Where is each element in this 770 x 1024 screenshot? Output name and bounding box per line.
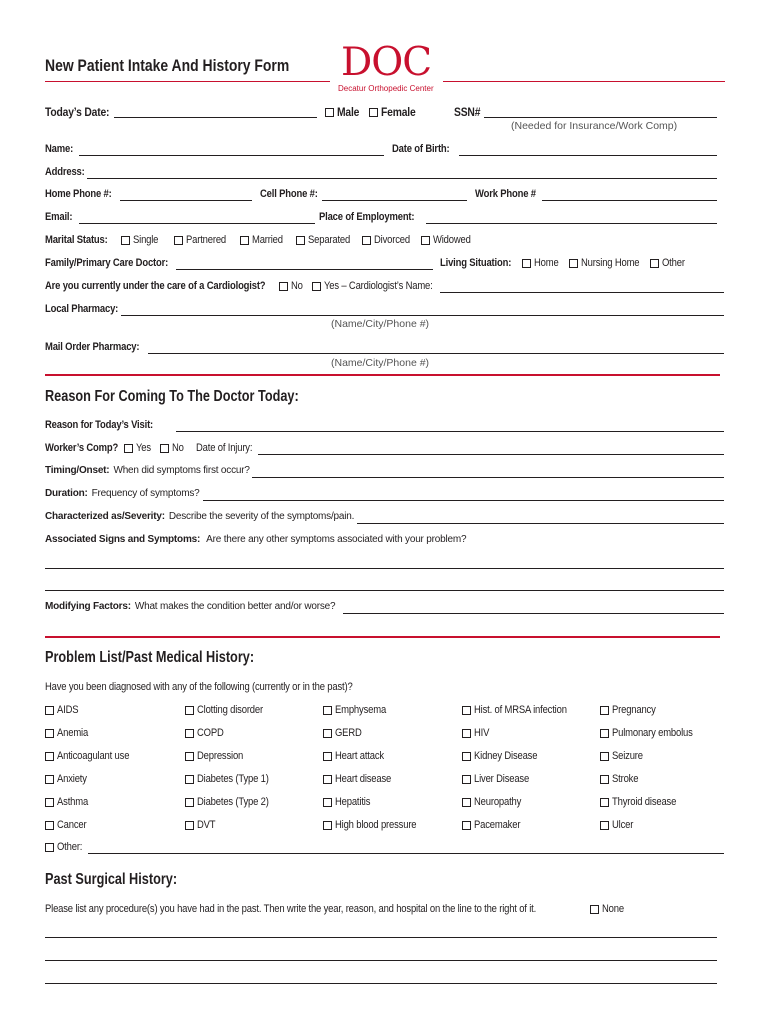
visit-reason-field[interactable] bbox=[176, 431, 724, 432]
checkbox-icon[interactable] bbox=[45, 775, 54, 784]
checkbox-icon[interactable] bbox=[279, 282, 288, 291]
cell-phone-field[interactable] bbox=[322, 200, 467, 201]
condition-kidney-disease-checkbox[interactable] bbox=[462, 750, 548, 762]
condition-high-blood-pressure-checkbox[interactable] bbox=[323, 819, 430, 831]
condition-ulcer-checkbox[interactable] bbox=[600, 819, 637, 831]
name-field[interactable] bbox=[79, 155, 384, 156]
checkbox-icon[interactable] bbox=[185, 706, 194, 715]
condition-asthma-checkbox[interactable] bbox=[45, 796, 93, 808]
checkbox-icon[interactable] bbox=[600, 821, 609, 830]
ssn-label: SSN# bbox=[454, 105, 481, 119]
local-pharmacy-label: Local Pharmacy: bbox=[45, 303, 119, 315]
condition-thyroid-disease-checkbox[interactable] bbox=[600, 796, 687, 808]
condition-dvt-checkbox[interactable] bbox=[185, 819, 218, 831]
condition-label: Anxiety bbox=[57, 773, 87, 785]
dob-field[interactable] bbox=[459, 155, 717, 156]
header-rule-left bbox=[45, 81, 330, 82]
modifying-question: What makes the condition better and/or worse? bbox=[134, 601, 336, 612]
condition-diabetes-type-2-checkbox[interactable] bbox=[185, 796, 280, 808]
cardiologist-yes-checkbox[interactable]: Yes – Cardiologist’s Name: bbox=[312, 280, 450, 292]
checkbox-icon[interactable] bbox=[240, 236, 249, 245]
condition-label: Pulmonary embolus bbox=[612, 727, 693, 739]
cardiologist-no-checkbox[interactable]: No bbox=[279, 280, 305, 292]
workers-comp-yes-checkbox[interactable]: Yes bbox=[124, 442, 153, 454]
work-phone-field[interactable] bbox=[542, 200, 717, 201]
condition-pulmonary-embolus-checkbox[interactable] bbox=[600, 727, 706, 739]
condition-label: Emphysema bbox=[335, 704, 387, 716]
condition-cancer-checkbox[interactable] bbox=[45, 819, 91, 831]
condition-label: Diabetes (Type 2) bbox=[197, 796, 269, 808]
surgical-none-checkbox[interactable]: None bbox=[590, 903, 628, 915]
local-pharmacy-field[interactable] bbox=[121, 315, 724, 316]
severity-field[interactable] bbox=[357, 523, 724, 524]
surgical-instructions: Please list any procedure(s) you have had in the past. Then write the year, reason, and hospital on the line to the right of it. bbox=[45, 903, 537, 915]
name-label: Name: bbox=[45, 143, 74, 155]
condition-diabetes-type-1-checkbox[interactable] bbox=[185, 773, 280, 785]
cell-phone-label: Cell Phone #: bbox=[260, 188, 318, 200]
condition-aids-checkbox[interactable] bbox=[45, 704, 82, 716]
cardiologist-name-field[interactable] bbox=[440, 292, 724, 293]
condition-anxiety-checkbox[interactable] bbox=[45, 773, 92, 785]
condition-label: Pregnancy bbox=[612, 704, 656, 716]
home-phone-field[interactable] bbox=[120, 200, 252, 201]
male-checkbox[interactable]: Male bbox=[325, 105, 363, 119]
checkbox-icon[interactable] bbox=[462, 821, 471, 830]
checkbox-icon[interactable] bbox=[369, 108, 378, 117]
condition-label: Liver Disease bbox=[474, 773, 530, 785]
severity-row bbox=[45, 511, 354, 522]
checkbox-icon[interactable] bbox=[124, 444, 133, 453]
condition-label: Heart attack bbox=[335, 750, 384, 762]
workers-comp-label: Worker’s Comp? bbox=[45, 442, 119, 454]
condition-label: Neuropathy bbox=[474, 796, 522, 808]
todays-date-label: Today’s Date: bbox=[45, 105, 110, 119]
condition-label: Diabetes (Type 1) bbox=[197, 773, 269, 785]
workers-comp-no-checkbox[interactable]: No bbox=[160, 442, 186, 454]
checkbox-icon[interactable] bbox=[600, 706, 609, 715]
condition-label: HIV bbox=[474, 727, 490, 739]
female-checkbox[interactable]: Female bbox=[369, 105, 421, 119]
surgical-line-1[interactable] bbox=[45, 937, 717, 938]
checkbox-icon[interactable] bbox=[650, 259, 659, 268]
checkbox-icon[interactable] bbox=[45, 752, 54, 761]
condition-copd-checkbox[interactable] bbox=[185, 727, 228, 739]
checkbox-icon[interactable] bbox=[185, 729, 194, 738]
checkbox-icon[interactable] bbox=[45, 706, 54, 715]
checkbox-icon[interactable] bbox=[160, 444, 169, 453]
marital-separated-checkbox[interactable]: Separated bbox=[296, 234, 357, 246]
condition-stroke-checkbox[interactable] bbox=[600, 773, 643, 785]
reason-section-title: Reason For Coming To The Doctor Today: bbox=[45, 388, 299, 405]
timing-row bbox=[45, 465, 250, 476]
local-pharmacy-hint: (Name/City/Phone #) bbox=[331, 318, 430, 330]
checkbox-icon[interactable] bbox=[296, 236, 305, 245]
marital-married-checkbox[interactable]: Married bbox=[240, 234, 288, 246]
surgical-section-title: Past Surgical History: bbox=[45, 871, 178, 888]
condition-label: COPD bbox=[197, 727, 224, 739]
condition-label: Pacemaker bbox=[474, 819, 521, 831]
condition-label: Anemia bbox=[57, 727, 89, 739]
condition-other-checkbox[interactable]: Other: bbox=[45, 841, 86, 853]
primary-doctor-field[interactable] bbox=[176, 269, 433, 270]
history-section-title: Problem List/Past Medical History: bbox=[45, 649, 255, 666]
duration-label: Duration: bbox=[45, 488, 88, 499]
modifying-label: Modifying Factors: bbox=[45, 601, 131, 612]
checkbox-icon[interactable] bbox=[323, 706, 332, 715]
condition-label: DVT bbox=[197, 819, 216, 831]
checkbox-icon[interactable] bbox=[45, 821, 54, 830]
checkbox-icon[interactable] bbox=[185, 752, 194, 761]
condition-anemia-checkbox[interactable] bbox=[45, 727, 93, 739]
dob-label: Date of Birth: bbox=[392, 143, 450, 155]
condition-other-field[interactable] bbox=[88, 853, 724, 854]
condition-label: Stroke bbox=[612, 773, 639, 785]
condition-label: Kidney Disease bbox=[474, 750, 538, 762]
associated-field-line-2[interactable] bbox=[45, 590, 724, 591]
email-label: Email: bbox=[45, 211, 73, 223]
logo-letters: DOC bbox=[340, 40, 432, 85]
timing-label: Timing/Onset: bbox=[45, 465, 110, 476]
checkbox-icon[interactable] bbox=[462, 729, 471, 738]
condition-label: High blood pressure bbox=[335, 819, 417, 831]
todays-date-field[interactable] bbox=[114, 117, 317, 118]
condition-label: Thyroid disease bbox=[612, 796, 677, 808]
duration-question: Frequency of symptoms? bbox=[91, 488, 200, 499]
modifying-row bbox=[45, 601, 335, 612]
checkbox-icon[interactable] bbox=[323, 729, 332, 738]
mail-pharmacy-field[interactable] bbox=[148, 353, 724, 354]
living-situation-label: Living Situation: bbox=[440, 257, 512, 269]
marital-divorced-checkbox[interactable]: Divorced bbox=[362, 234, 416, 246]
condition-clotting-disorder-checkbox[interactable] bbox=[185, 704, 274, 716]
doc-logo bbox=[336, 40, 436, 85]
checkbox-icon[interactable] bbox=[600, 752, 609, 761]
condition-gerd-checkbox[interactable] bbox=[323, 727, 366, 739]
checkbox-icon[interactable] bbox=[600, 798, 609, 807]
condition-neuropathy-checkbox[interactable] bbox=[462, 796, 529, 808]
address-field[interactable] bbox=[87, 178, 717, 179]
condition-label: AIDS bbox=[57, 704, 79, 716]
checkbox-icon[interactable] bbox=[174, 236, 183, 245]
condition-label: Seizure bbox=[612, 750, 643, 762]
associated-question: Are there any other symptoms associated with your problem? bbox=[206, 534, 467, 545]
severity-question: Describe the severity of the symptoms/pain. bbox=[168, 511, 355, 522]
condition-label: GERD bbox=[335, 727, 362, 739]
marital-status-label: Marital Status: bbox=[45, 234, 108, 246]
condition-hepatitis-checkbox[interactable] bbox=[323, 796, 376, 808]
condition-emphysema-checkbox[interactable] bbox=[323, 704, 394, 716]
checkbox-icon[interactable] bbox=[462, 798, 471, 807]
timing-field[interactable] bbox=[252, 477, 724, 478]
checkbox-icon[interactable] bbox=[323, 752, 332, 761]
mail-pharmacy-hint: (Name/City/Phone #) bbox=[331, 357, 430, 369]
condition-label: Ulcer bbox=[612, 819, 634, 831]
marital-widowed-checkbox[interactable]: Widowed bbox=[421, 234, 477, 246]
logo-subtitle: Decatur Orthopedic Center bbox=[338, 84, 434, 93]
address-label: Address: bbox=[45, 166, 85, 178]
condition-heart-attack-checkbox[interactable] bbox=[323, 750, 392, 762]
condition-label: Hepatitis bbox=[335, 796, 371, 808]
condition-heart-disease-checkbox[interactable] bbox=[323, 773, 400, 785]
associated-field-line-1[interactable] bbox=[45, 568, 724, 569]
checkbox-icon[interactable] bbox=[569, 259, 578, 268]
modifying-field[interactable] bbox=[343, 613, 724, 614]
checkbox-icon[interactable] bbox=[185, 775, 194, 784]
condition-pacemaker-checkbox[interactable] bbox=[462, 819, 528, 831]
condition-label: Cancer bbox=[57, 819, 87, 831]
home-phone-label: Home Phone #: bbox=[45, 188, 112, 200]
living-nursing-home-checkbox[interactable]: Nursing Home bbox=[569, 257, 649, 269]
condition-label: Depression bbox=[197, 750, 244, 762]
checkbox-icon[interactable] bbox=[323, 775, 332, 784]
condition-label: Asthma bbox=[57, 796, 89, 808]
section-divider bbox=[45, 374, 720, 376]
mail-pharmacy-label: Mail Order Pharmacy: bbox=[45, 341, 140, 353]
condition-seizure-checkbox[interactable] bbox=[600, 750, 648, 762]
email-field[interactable] bbox=[79, 223, 315, 224]
living-other-checkbox[interactable]: Other bbox=[650, 257, 689, 269]
checkbox-icon[interactable] bbox=[600, 775, 609, 784]
checkbox-icon[interactable] bbox=[325, 108, 334, 117]
condition-hiv-checkbox[interactable] bbox=[462, 727, 492, 739]
form-title: New Patient Intake And History Form bbox=[45, 56, 290, 75]
checkbox-icon[interactable] bbox=[462, 706, 471, 715]
checkbox-icon[interactable] bbox=[362, 236, 371, 245]
checkbox-icon[interactable] bbox=[185, 798, 194, 807]
work-phone-label: Work Phone # bbox=[475, 188, 536, 200]
living-home-checkbox[interactable]: Home bbox=[522, 257, 563, 269]
cardiologist-question: Are you currently under the care of a Cardiologist? bbox=[45, 280, 266, 292]
condition-label: Heart disease bbox=[335, 773, 392, 785]
employment-label: Place of Employment: bbox=[319, 211, 415, 223]
condition-label: Clotting disorder bbox=[197, 704, 263, 716]
employment-field[interactable] bbox=[426, 223, 717, 224]
duration-field[interactable] bbox=[203, 500, 724, 501]
checkbox-icon[interactable] bbox=[45, 843, 54, 852]
checkbox-icon[interactable] bbox=[522, 259, 531, 268]
timing-question: When did symptoms first occur? bbox=[113, 465, 250, 476]
injury-date-field[interactable] bbox=[258, 454, 724, 455]
header-rule-right bbox=[443, 81, 725, 82]
checkbox-icon[interactable] bbox=[590, 905, 599, 914]
associated-label: Associated Signs and Symptoms: bbox=[45, 534, 201, 545]
ssn-field[interactable] bbox=[484, 117, 717, 118]
visit-reason-label: Reason for Today’s Visit: bbox=[45, 419, 154, 431]
checkbox-icon[interactable] bbox=[312, 282, 321, 291]
condition-label: Hist. of MRSA infection bbox=[474, 704, 567, 716]
checkbox-icon[interactable] bbox=[421, 236, 430, 245]
checkbox-icon[interactable] bbox=[323, 821, 332, 830]
severity-label: Characterized as/Severity: bbox=[45, 511, 165, 522]
checkbox-icon[interactable] bbox=[121, 236, 130, 245]
checkbox-icon[interactable] bbox=[600, 729, 609, 738]
primary-doctor-label: Family/Primary Care Doctor: bbox=[45, 257, 169, 269]
surgical-line-3[interactable] bbox=[45, 983, 717, 984]
surgical-line-2[interactable] bbox=[45, 960, 717, 961]
duration-row bbox=[45, 488, 200, 499]
condition-label: Anticoagulant use bbox=[57, 750, 130, 762]
history-question: Have you been diagnosed with any of the following (currently or in the past)? bbox=[45, 681, 353, 693]
condition-hist-of-mrsa-infection-checkbox[interactable] bbox=[462, 704, 582, 716]
checkbox-icon[interactable] bbox=[45, 729, 54, 738]
condition-depression-checkbox[interactable] bbox=[185, 750, 251, 762]
injury-date-label: Date of Injury: bbox=[196, 442, 253, 454]
ssn-note: (Needed for Insurance/Work Comp) bbox=[511, 120, 678, 132]
checkbox-icon[interactable] bbox=[45, 798, 54, 807]
section-divider bbox=[45, 636, 720, 638]
checkbox-icon[interactable] bbox=[185, 821, 194, 830]
condition-liver-disease-checkbox[interactable] bbox=[462, 773, 538, 785]
marital-single-checkbox[interactable]: Single bbox=[121, 234, 162, 246]
checkbox-icon[interactable] bbox=[462, 775, 471, 784]
checkbox-icon[interactable] bbox=[323, 798, 332, 807]
condition-pregnancy-checkbox[interactable] bbox=[600, 704, 663, 716]
marital-partnered-checkbox[interactable]: Partnered bbox=[174, 234, 233, 246]
associated-row bbox=[45, 534, 466, 545]
checkbox-icon[interactable] bbox=[462, 752, 471, 761]
condition-anticoagulant-use-checkbox[interactable] bbox=[45, 750, 141, 762]
